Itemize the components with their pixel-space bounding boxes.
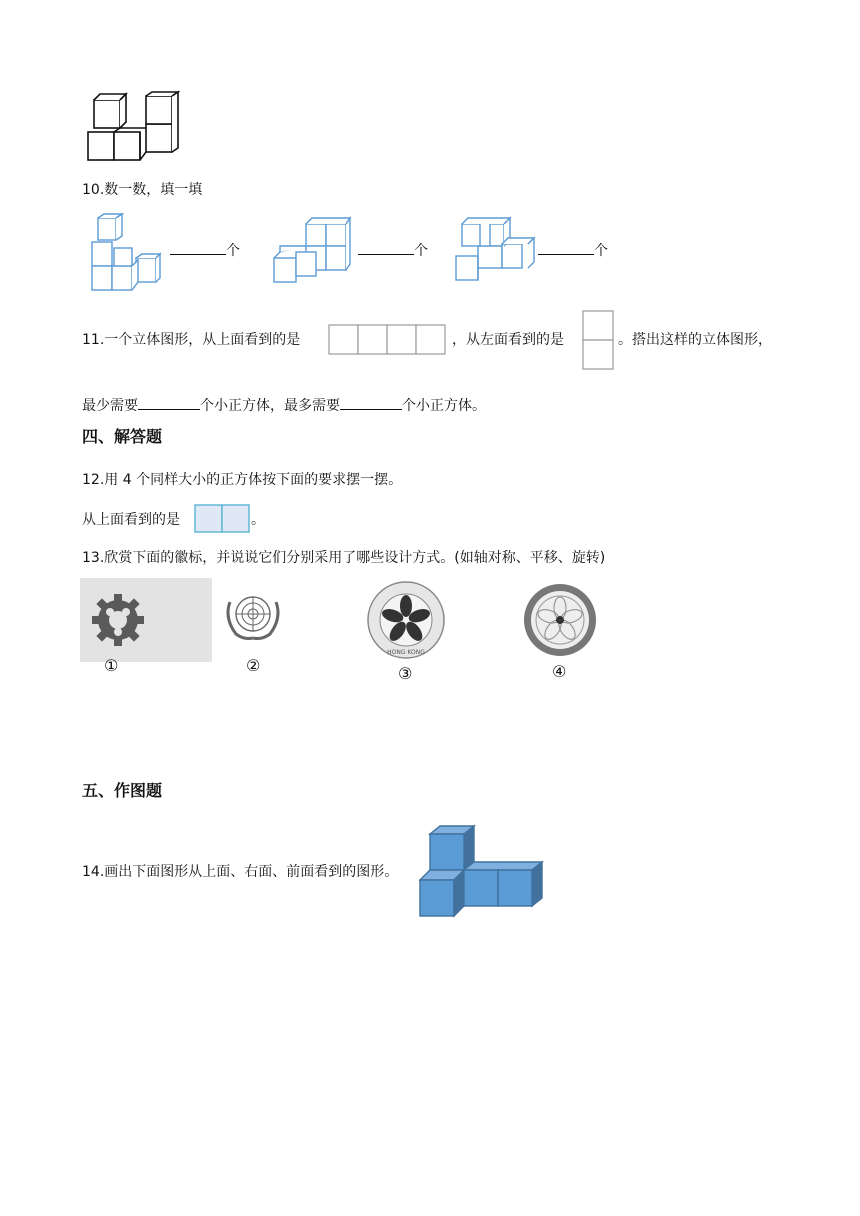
svg-text:HONG KONG: HONG KONG — [387, 649, 425, 656]
gear-logo-icon — [86, 586, 150, 650]
q10-answer-3[interactable]: 个 — [538, 240, 608, 261]
q13-text: 13.欣赏下面的徽标，并说说它们分别采用了哪些设计方式。(如轴对称、平移、旋转) — [82, 550, 606, 566]
ring-emblem-icon — [520, 580, 600, 660]
logo-label-4: ④ — [552, 662, 567, 681]
q11-text-a: 11.一个立体图形，从上面看到的是 — [82, 332, 301, 348]
q11-left-view — [582, 310, 614, 370]
q14-text: 14.画出下面图形从上面、右面、前面看到的图形。 — [82, 864, 399, 880]
q11-max-blank[interactable] — [340, 395, 402, 410]
q12-end: 。 — [251, 512, 265, 528]
hk-emblem-icon — [364, 578, 448, 662]
q12-top-view — [194, 504, 250, 534]
q11-line-2: 最少需要 个小正方体，最多需要 个小正方体。 — [82, 395, 486, 416]
q10-text: 10.数一数，填一填 — [82, 182, 203, 198]
section-4-title: 四、解答题 — [82, 427, 163, 446]
logo-label-1: ① — [104, 656, 119, 675]
q10-figure-1 — [90, 212, 162, 292]
q11-top-view — [328, 324, 446, 356]
q10-answer-1[interactable]: 个 — [170, 240, 240, 261]
logo-label-3: ③ — [398, 664, 413, 683]
un-emblem-icon — [218, 588, 288, 644]
cube-figure-outline — [86, 92, 186, 164]
q14-cube-figure — [418, 824, 546, 918]
section-5-title: 五、作图题 — [82, 781, 163, 800]
q12-line-2: 从上面看到的是 — [82, 512, 180, 528]
q11-text-b: ，从左面看到的是 — [452, 332, 564, 348]
logo-label-2: ② — [246, 656, 261, 675]
q10-figure-2 — [272, 216, 358, 286]
q11-min-blank[interactable] — [138, 395, 200, 410]
q11-text-c: 。搭出这样的立体图形， — [618, 332, 772, 348]
q12-text: 12.用 4 个同样大小的正方体按下面的要求摆一摆。 — [82, 472, 403, 488]
q10-answer-2[interactable]: 个 — [358, 240, 428, 261]
q10-figure-3 — [454, 214, 536, 284]
